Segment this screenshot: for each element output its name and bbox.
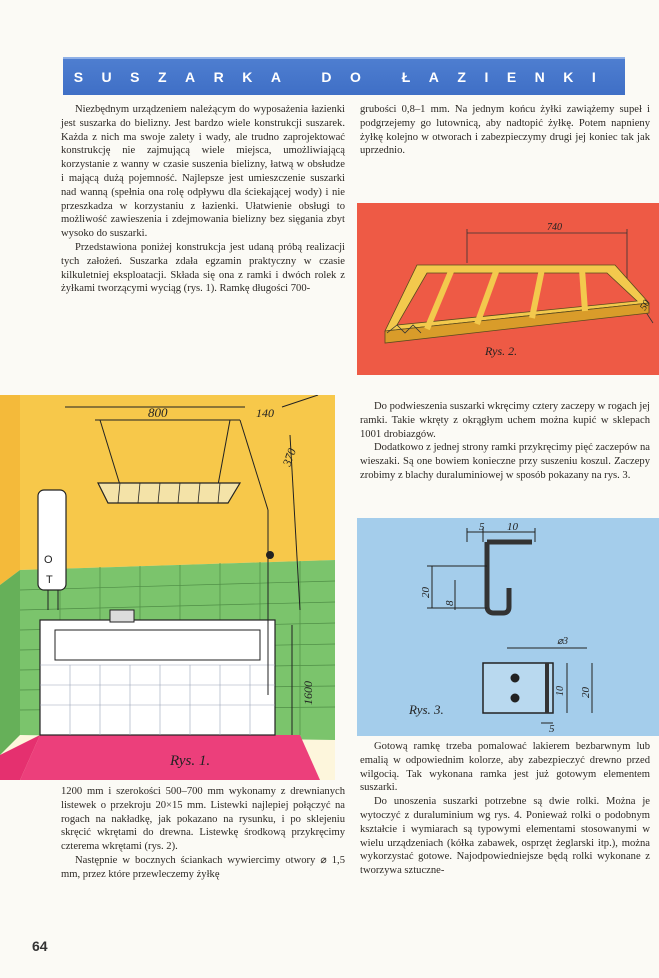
figure-3-hook	[357, 518, 659, 736]
figure-3-caption: Rys. 3.	[409, 702, 444, 717]
paragraph: Niezbędnym urządzeniem należącym do wyposażenia łazienki jest suszarka do bielizny. Jest bardzo wiele konstrukcji suszarek. Każda z nich ma swoje zalety i wady, ale trudno zaprojektować konstrukcję nie zajmującą wiele miejsca, umożliwiającą korzystanie z wanny w czasie suszenia bielizny, łatwą w obsłudze i mającą dużą pojemność. Najlepsze jest umieszczenie suszarki nad wanną (spełnia ona rolę odpływu dla ściekającej wody) i nie przeszkadza w korzystaniu z łazienki. Ułatwienie obsługi to możliwość zawieszenia i zdejmowania bielizny bez sięgania zbyt wysoko do suszarki.	[61, 104, 345, 240]
column-left-top	[61, 103, 345, 296]
dim-5: 5	[479, 521, 485, 533]
title-banner	[63, 57, 625, 95]
article-title: SUSZARKA DO ŁAZIENKI	[73, 69, 615, 85]
dim-width: 50	[638, 298, 653, 313]
column-right-top	[360, 103, 650, 158]
dim-1600: 1600	[301, 681, 315, 705]
drying-frame	[385, 265, 649, 343]
heater-label-t: T	[46, 574, 53, 586]
dim-10: 10	[507, 521, 518, 533]
figure-2-caption: Rys. 2.	[485, 344, 518, 358]
dim-phi3: ⌀3	[557, 636, 569, 647]
figure-1-bathroom	[0, 395, 335, 780]
dim-5b: 5	[549, 723, 555, 735]
column-right-bottom	[360, 740, 650, 878]
paragraph: Dodatkowo z jednej strony ramki przykręcimy pięć zaczepów na wieszaki. Są one bowiem konieczne przy suszeniu koszul. Zaczepy zrobimy z blachy duraluminiowej w sposób pokazany na rys. 3.	[360, 442, 650, 481]
dim-8: 8	[444, 600, 456, 606]
bath-tap	[110, 610, 134, 622]
heater-label-o: O	[44, 554, 53, 566]
column-right-mid	[360, 400, 650, 483]
paragraph: Przedstawiona poniżej konstrukcja jest udaną próbą realizacji tych założeń. Suszarka zdała egzamin praktyczny w czasie kilkuletniej eksploatacji. Składa się ona z ramki i dwóch rolek z żyłkami tworzącymi wyciąg (rys. 1). Ramkę długości 700-	[61, 241, 345, 295]
dim-20b: 20	[580, 687, 592, 698]
paragraph: Gotową ramkę trzeba pomalować lakierem bezbarwnym lub emalią w odpowiednim kolorze, aby zabezpieczyć drewno przed wilgocią. Tak wykonana ramka jest już gotowym elementem suszarki.	[360, 741, 650, 794]
paragraph: Następnie w bocznych ściankach wywiercimy otwory ⌀ 1,5 mm, przez które przewleczemy żyłkę	[61, 854, 345, 880]
paragraph: 1200 mm i szerokości 500–700 mm wykonamy z drewnianych listewek o przekroju 20×15 mm. Listewki najlepiej połączyć na rogach na nakładkę, jak pokazano na rysunku, i po sklejeniu skręcić wkrętami do drewna. Listewkę środkową przykręcimy czterema wkrętami (rys. 2).	[61, 786, 345, 853]
dim-20: 20	[420, 587, 432, 598]
figure-2-frame	[357, 203, 659, 375]
dim-370: 370	[279, 446, 299, 469]
page-number: 64	[32, 938, 48, 954]
dim-800: 800	[148, 405, 168, 420]
paragraph: grubości 0,8–1 mm. Na jednym końcu żyłki zawiążemy supeł i podgrzejemy go lutownicą, aby nadtopić żyłkę. Potem napnieny żyłkę kolejno w otworach i zabezpieczymy drugi jej koniec tak jak uprzednio.	[360, 104, 650, 157]
column-left-bottom	[61, 785, 345, 882]
dim-length: 740	[547, 222, 562, 233]
dim-10b: 10	[555, 686, 566, 696]
paragraph: Do unoszenia suszarki potrzebne są dwie rolki. Można je wytoczyć z duraluminium wg rys. 4. Ponieważ rolki o podobnym kształcie i wymiarach są typowymi elementami stosowanymi w wielu urządzeniach (kółka zabawek, osprzęt żeglarski itp.), można wykorzystać gotowe. Najodpowiedniejsze będą rolki wykonane z tworzywa sztuczne-	[360, 796, 650, 877]
paragraph: Do podwieszenia suszarki wkręcimy cztery zaczepy w rogach jej ramki. Takie wkręty z okrągłym uchem można kupić w sklepach 1001 drobiazgów.	[360, 401, 650, 440]
dim-140: 140	[256, 406, 274, 420]
figure-1-caption: Rys. 1.	[170, 753, 211, 769]
